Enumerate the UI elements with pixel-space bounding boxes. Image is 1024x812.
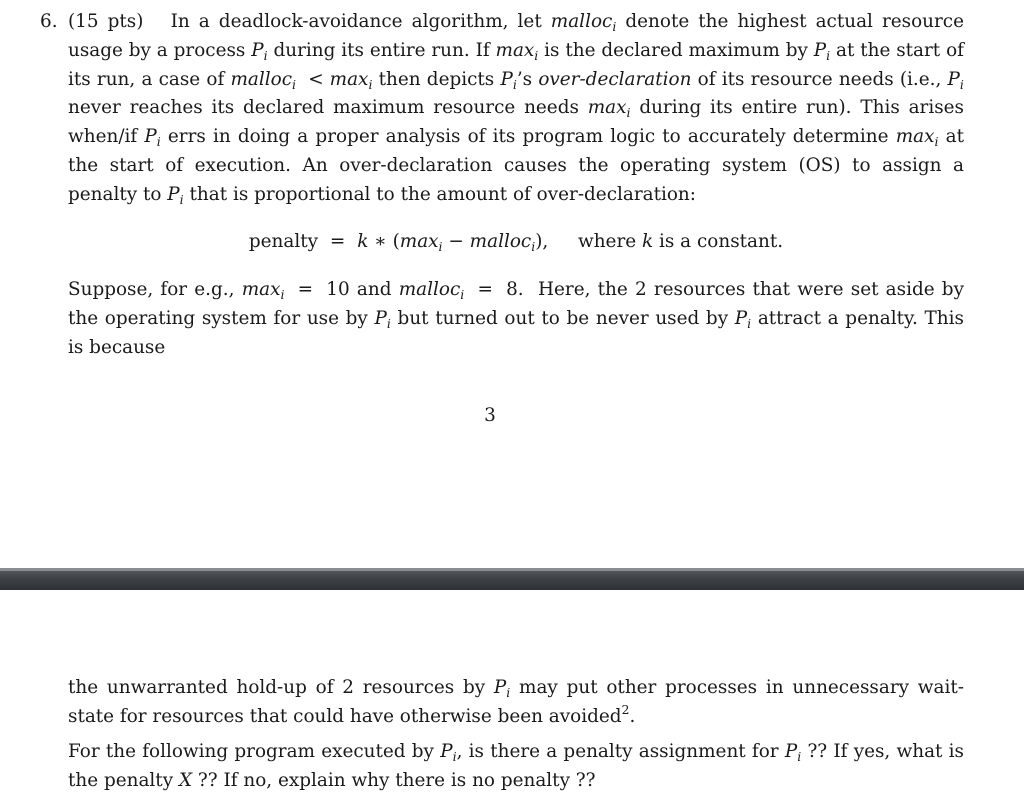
points: (15 pts) xyxy=(68,11,144,32)
penalty-formula: penalty = k ∗ ($\max_i$ − malloc$_i$), where k is a constant. xyxy=(248,231,784,254)
question-paragraph: (15 pts) In a deadlock-avoidance algorithm, let malloc$_i$ denote the highest actual resource usage by a process $P_i$ during its entire run. If $\max_i$ is the declared maximum by $P_i$ at the start of its run, a case of malloc$_i$ < $\max_i$ then depicts $P_i’s$ over-declaration of its resource needs (i.e., $P_i$ never reaches its declared maximum resource needs $\max_i$ during its entire run). This arises when/if $P_i$ errs in doing a proper analysis of its program logic to accurately determine $\max_i$ at the start of execution. An over-declaration causes the operating system (OS) to assign a penalty to $P_i$ that is proportional to the amount of over-declaration: xyxy=(68,11,964,207)
continuation-paragraph: the unwarranted hold-up of 2 resources by $P_i$ may put other processes in unnecessary wait-state for resources that could have otherwise been avoided$^2$. xyxy=(68,677,964,727)
page-number: 3 xyxy=(484,405,496,426)
final-question-paragraph: For the following program executed by $P_i$, is there a penalty assignment for $P_i$ ?? If yes, what is the penalty X ?? If no, explain why there is no penalty ?? xyxy=(68,741,964,791)
page-divider-edge xyxy=(0,568,1024,571)
question-number: 6. xyxy=(40,11,58,32)
over-declaration-term: over-declaration xyxy=(538,68,692,90)
page-divider xyxy=(0,568,1024,590)
footnote-marker: 2 xyxy=(621,701,630,717)
example-paragraph: Suppose, for e.g., $\max_i = 10$ and malloc$_i$ = 8. Here, the 2 resources that were set aside by the operating system for use by $P_i$ but turned out to be never used by $P_i$ attract a penalty. This is because xyxy=(68,279,964,358)
